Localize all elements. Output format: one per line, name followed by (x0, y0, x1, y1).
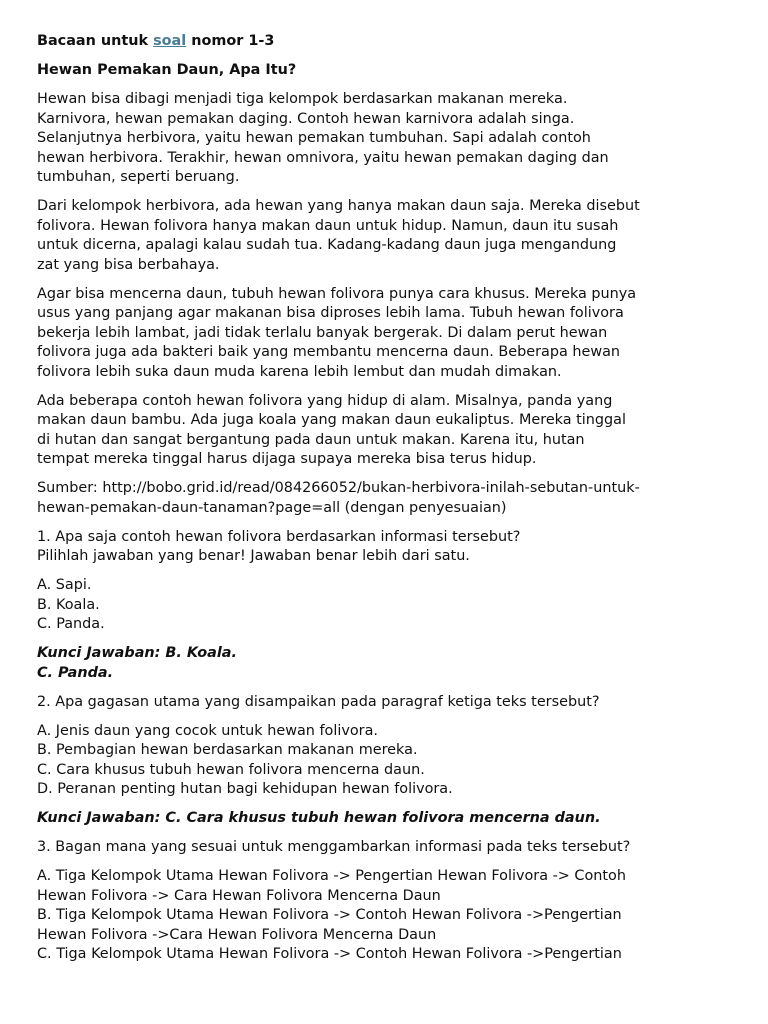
article-title: Hewan Pemakan Daun, Apa Itu? (37, 62, 297, 78)
question-3 (37, 838, 697, 858)
source-line: hewan-pemakan-daun-tanaman?page=all (dengan penyesuaian) (37, 499, 507, 516)
article-content (37, 32, 697, 974)
question-text: 2. Apa gagasan utama yang disampaikan pada paragraf ketiga teks tersebut? (37, 693, 600, 710)
answer-key-2 (37, 809, 697, 829)
text-line: tempat mereka tinggal harus dijaga supaya mereka bisa terus hidup. (37, 451, 537, 467)
paragraph-4 (37, 392, 697, 470)
text-line: folivora juga ada bakteri baik yang membantu mencerna daun. Beberapa hewan (37, 344, 621, 360)
text-line: Hewan bisa dibagi menjadi tiga kelompok berdasarkan makanan mereka. (37, 91, 568, 107)
question-instruction: Pilihlah jawaban yang benar! Jawaban benar lebih dari satu. (37, 548, 470, 564)
header-suffix: nomor 1-3 (186, 33, 275, 49)
option-b-continued: Hewan Folivora ->Cara Hewan Folivora Mencerna Daun (37, 926, 437, 943)
reading-header (37, 32, 697, 52)
option-d: D. Peranan penting hutan bagi kehidupan hewan folivora. (37, 781, 453, 797)
question-1 (37, 528, 697, 567)
header-prefix: Bacaan untuk (37, 33, 154, 49)
option-a-continued: Hewan Folivora -> Cara Hewan Folivora Mencerna Daun (37, 887, 441, 904)
text-line: Selanjutnya herbivora, yaitu hewan pemakan tumbuhan. Sapi adalah contoh (37, 130, 591, 146)
question-2-options (37, 722, 697, 800)
text-line: tumbuhan, seperti beruang. (37, 169, 240, 185)
question-text: 3. Bagan mana yang sesuai untuk menggambarkan informasi pada teks tersebut? (37, 839, 631, 855)
text-line: untuk dicerna, apalagi kalau sudah tua. Kadang-kadang daun juga mengandung (37, 237, 617, 253)
answer-key-1 (37, 644, 697, 683)
text-line: Ada beberapa contoh hewan folivora yang hidup di alam. Misalnya, panda yang (37, 392, 613, 409)
question-3-options (37, 867, 697, 965)
paragraph-1 (37, 90, 697, 188)
answer-line: Kunci Jawaban: C. Cara khusus tubuh hewan folivora mencerna daun. (37, 810, 601, 826)
text-line: di hutan dan sangat bergantung pada daun untuk makan. Karena itu, hutan (37, 431, 585, 448)
text-line: bekerja lebih lambat, jadi tidak terlalu banyak bergerak. Di dalam perut hewan (37, 324, 608, 341)
paragraph-3 (37, 285, 697, 383)
option-b: B. Koala. (37, 596, 100, 613)
paragraph-2 (37, 197, 697, 275)
answer-line: Kunci Jawaban: B. Koala. (37, 645, 237, 661)
text-line: zat yang bisa berbahaya. (37, 256, 220, 273)
text-line: hewan herbivora. Terakhir, hewan omnivora, yaitu hewan pemakan daging dan (37, 149, 609, 166)
question-text: 1. Apa saja contoh hewan folivora berdasarkan informasi tersebut? (37, 528, 521, 545)
soal-link[interactable]: soal (153, 33, 187, 49)
text-line: usus yang panjang agar makanan bisa diproses lebih lama. Tubuh hewan folivora (37, 305, 624, 321)
text-line: Karnivora, hewan pemakan daging. Contoh hewan karnivora adalah singa. (37, 110, 575, 127)
option-a: A. Sapi. (37, 577, 92, 593)
option-c: C. Cara khusus tubuh hewan folivora mencerna daun. (37, 761, 425, 778)
text-line: Dari kelompok herbivora, ada hewan yang hanya makan daun saja. Mereka disebut (37, 198, 640, 214)
question-2 (37, 693, 697, 713)
source-citation (37, 479, 697, 518)
option-a: A. Jenis daun yang cocok untuk hewan folivora. (37, 722, 378, 739)
text-line: Agar bisa mencerna daun, tubuh hewan folivora punya cara khusus. Mereka punya (37, 285, 637, 302)
question-1-options (37, 576, 697, 635)
text-line: makan daun bambu. Ada juga koala yang makan daun eukaliptus. Mereka tinggal (37, 412, 626, 428)
answer-line: C. Panda. (37, 664, 114, 681)
option-a: A. Tiga Kelompok Utama Hewan Folivora -> Pengertian Hewan Folivora -> Contoh (37, 868, 626, 884)
text-line: folivora. Hewan folivora hanya makan daun untuk hidup. Namun, daun itu susah (37, 217, 619, 234)
option-c: C. Panda. (37, 616, 105, 632)
source-line: Sumber: http://bobo.grid.id/read/084266052/bukan-herbivora-inilah-sebutan-untuk- (37, 480, 640, 496)
option-c: C. Tiga Kelompok Utama Hewan Folivora -> Contoh Hewan Folivora ->Pengertian (37, 946, 622, 962)
option-b: B. Pembagian hewan berdasarkan makanan mereka. (37, 742, 418, 758)
option-b: B. Tiga Kelompok Utama Hewan Folivora -> Contoh Hewan Folivora ->Pengertian (37, 907, 622, 923)
text-line: folivora lebih suka daun muda karena lebih lembut dan mudah dimakan. (37, 363, 562, 380)
